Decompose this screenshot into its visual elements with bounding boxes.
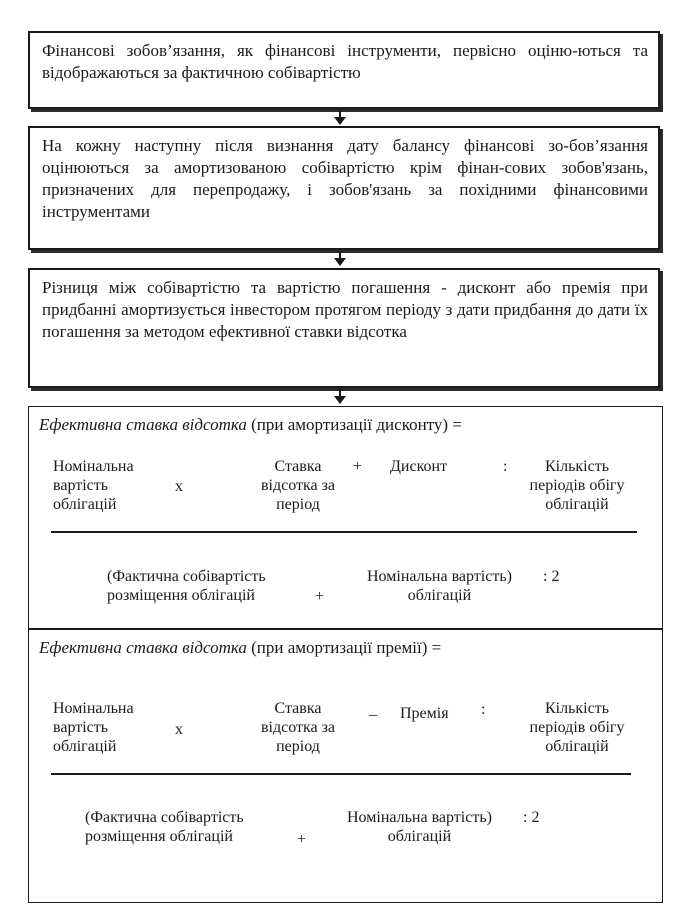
multiply-sign: х <box>175 478 183 495</box>
formula-box-premium <box>28 629 663 903</box>
fraction-line <box>51 531 637 533</box>
arrow-down-icon <box>334 110 346 126</box>
divide-by-two: : 2 <box>543 568 560 585</box>
premium-label: Премія <box>400 705 449 722</box>
formula-box-discount <box>28 406 663 629</box>
nominal-value-label: Номінальна вартість) облігацій <box>367 568 512 604</box>
step-text-3: Різниця між собівартістю та вартістю погашення - дисконт або премія при придбанні амортизується інвестором протягом періоду з дати придбання до дати їх погашення за методом ефективної ставки відсотка <box>42 278 648 341</box>
divide-by-two: : 2 <box>523 809 540 826</box>
plus-sign: + <box>315 588 325 605</box>
minus-sign: _ <box>369 701 377 718</box>
nominal-value-label: Номінальна вартість) облігацій <box>347 809 492 845</box>
step-text-2: На кожну наступну після визнання дату балансу фінансові зо-бов’язання оцінюються за амортизованою собівартістю крім фінан-сових зобов'язань, призначених для перепродажу, і зобов'язань за похідними фінансовими інструментами <box>42 136 648 221</box>
actual-cost-label: (Фактична собівартість розміщення облігацій <box>85 809 244 845</box>
divide-sign: : <box>481 701 486 718</box>
formula-title: Ефективна ставка відсотка (при амортизації дисконту) = <box>39 415 462 434</box>
arrow-down-icon <box>334 389 346 405</box>
periods-label: Кількість періодів обігу облігацій <box>529 700 625 755</box>
multiply-sign: х <box>175 721 183 738</box>
periods-label: Кількість періодів обігу облігацій <box>529 458 625 513</box>
step-text-1: Фінансові зобов’язання, як фінансові інструменти, первісно оціню-ються та відображаються за фактичною собівартістю <box>42 41 648 82</box>
step-box-2 <box>28 126 660 250</box>
discount-label: Дисконт <box>390 458 448 475</box>
nominal-value-label: Номінальна вартість облігацій <box>53 700 134 755</box>
formula-title: Ефективна ставка відсотка (при амортизації премії) = <box>39 638 442 657</box>
plus-sign: + <box>353 458 363 475</box>
step-box-1 <box>28 31 660 109</box>
step-box-3 <box>28 268 660 388</box>
arrow-down-icon <box>334 251 346 267</box>
rate-label: Ставка відсотка за період <box>260 458 336 513</box>
actual-cost-label: (Фактична собівартість розміщення облігацій <box>107 568 266 604</box>
divide-sign: : <box>503 458 508 475</box>
plus-sign: + <box>297 831 307 848</box>
rate-label: Ставка відсотка за період <box>260 700 336 755</box>
nominal-value-label: Номінальна вартість облігацій <box>53 458 134 513</box>
fraction-line <box>51 773 631 775</box>
